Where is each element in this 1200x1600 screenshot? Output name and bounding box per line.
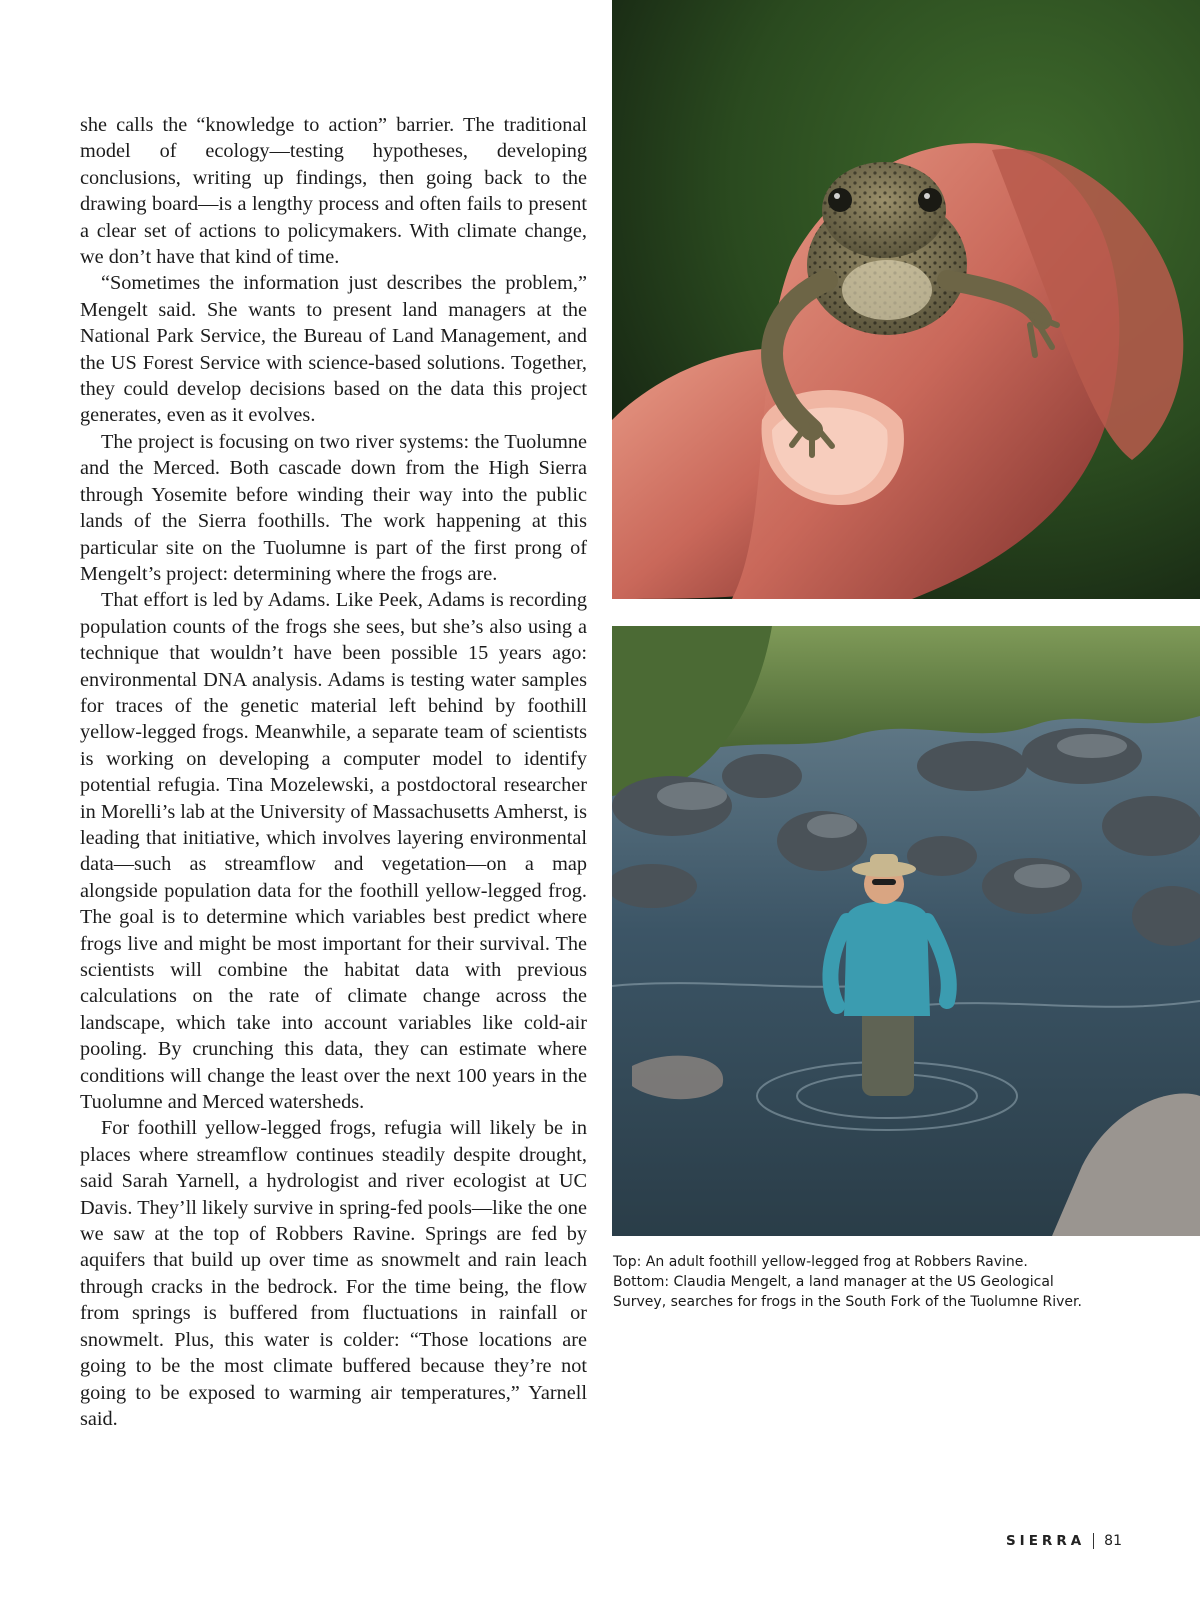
article-paragraph-2: “Sometimes the information just describes the problem,” Mengelt said. She wants to present land managers at the National Park Service, the Bureau of Land Management, and the US Forest Service with science-based solutions. Together, they could develop decisions based on the data this project generates, even as it evolves. xyxy=(80,272,587,427)
magazine-name: SIERRA xyxy=(1005,1533,1086,1549)
article-body xyxy=(80,112,587,1432)
caption-line-1: Top: An adult foothill yellow-legged frog at Robbers Ravine. xyxy=(613,1254,1028,1270)
page-number: 81 xyxy=(1104,1533,1122,1549)
article-paragraph-5: For foothill yellow-legged frogs, refugia will likely be in places where streamflow continues steadily despite drought, said Sarah Yarnell, a hydrologist and river ecologist at UC Davis. They’ll likely survive in spring-fed pools—like the one we saw at the top of Robbers Ravine. Springs are fed by aquifers that build up over time as snowmelt and rain leach through cracks in the bedrock. For the time being, the flow from springs is buffered from fluctuations in rainfall or snowmelt. Plus, this water is colder: “Those locations are going to be the most climate buffered because they’re not going to be exposed to warming air temperatures,” Yarnell said. xyxy=(80,1117,587,1430)
caption-line-3: Survey, searches for frogs in the South Fork of the Tuolumne River. xyxy=(613,1294,1082,1310)
article-paragraph-3: The project is focusing on two river systems: the Tuolumne and the Merced. Both cascade down from the High Sierra through Yosemite before winding their way into the public lands of the Sierra foothills. The work happening at this particular site on the Tuolumne is part of the first prong of Mengelt’s project: determining where the frogs are. xyxy=(80,430,587,585)
photo-caption xyxy=(613,1252,1153,1312)
page-folio xyxy=(1006,1533,1122,1549)
article-paragraph-1: she calls the “knowledge to action” barrier. The traditional model of ecology—testing hypotheses, developing conclusions, writing up findings, then going back to the drawing board—is a lengthy process and often fails to present a clear set of actions to policymakers. With climate change, we don’t have that kind of time. xyxy=(80,114,587,269)
river-photo xyxy=(612,626,1200,1236)
caption-line-2: Bottom: Claudia Mengelt, a land manager at the US Geological xyxy=(613,1274,1054,1290)
folio-divider xyxy=(1093,1533,1094,1549)
article-paragraph-4: That effort is led by Adams. Like Peek, Adams is recording population counts of the frogs she sees, but she’s also using a technique that wouldn’t have been possible 15 years ago: environmental DNA analysis. Adams is testing water samples for traces of the genetic material left behind by foothill yellow-legged frogs. Meanwhile, a separate team of scientists is working on developing a computer model to identify potential refugia. Tina Mozelewski, a postdoctoral researcher in Morelli’s lab at the University of Massachusetts Amherst, is leading that initiative, which involves layering environmental data—such as streamflow and vegetation—on a map alongside population data for the foothill yellow-legged frog. The goal is to determine which variables best predict where frogs live and might be most important for their survival. The scientists will combine the habitat data with previous calculations on the rate of climate change across the landscape, which take into account variables like cold-air pooling. By crunching this data, they can estimate where conditions will change the least over the next 100 years in the Tuolumne and Merced watersheds. xyxy=(80,589,587,1114)
frog-photo xyxy=(612,0,1200,599)
